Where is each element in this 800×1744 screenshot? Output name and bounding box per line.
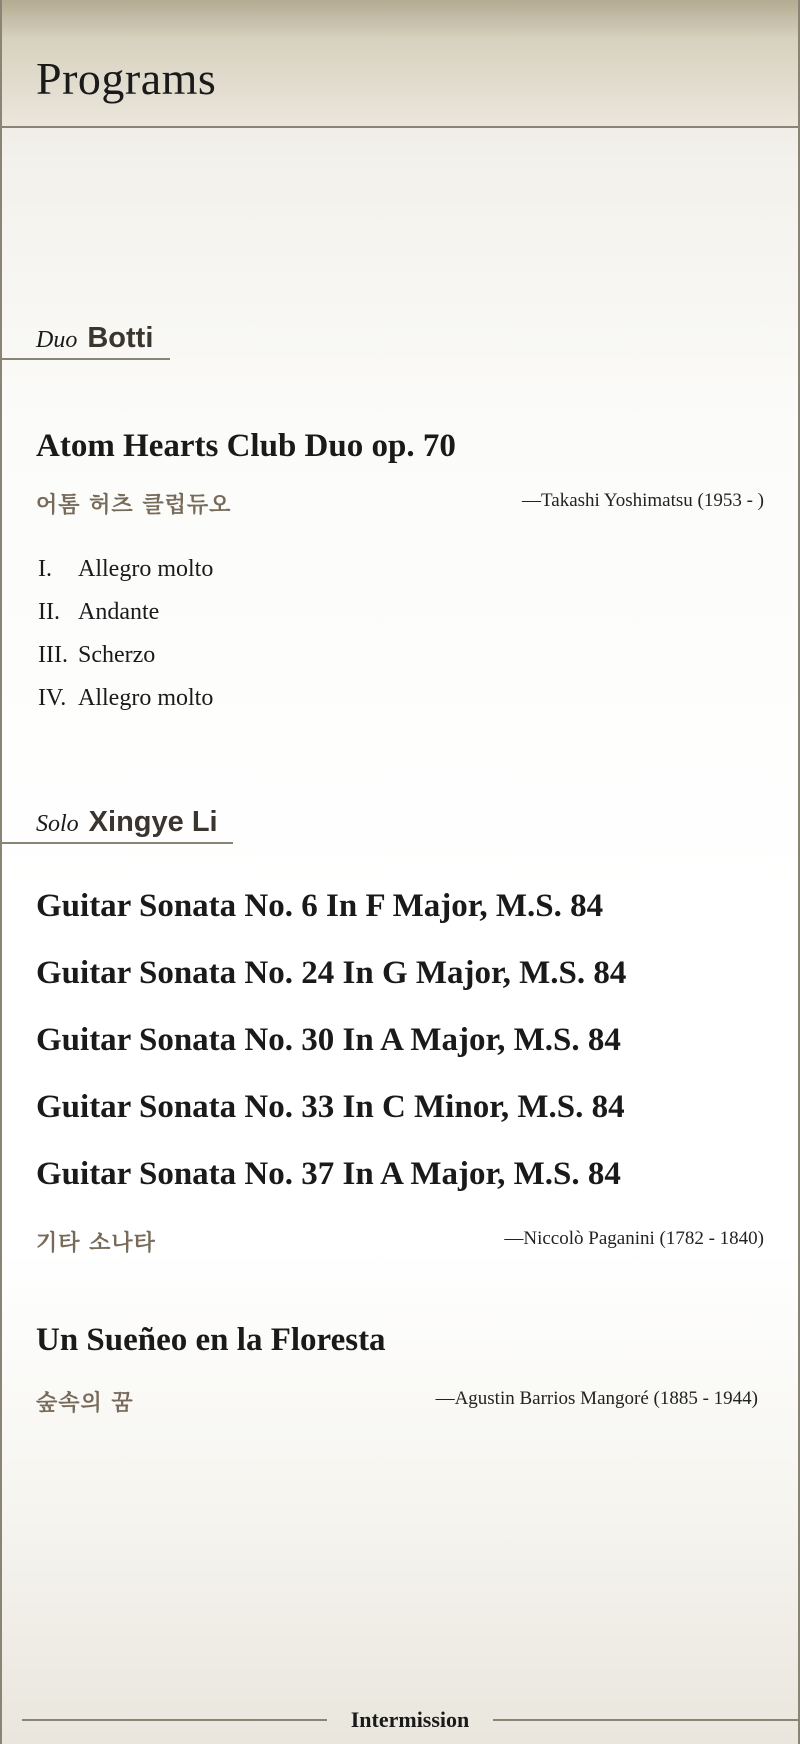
performer-name: Xingye Li bbox=[88, 806, 218, 838]
work-korean-title: 어톰 허츠 클럽듀오 bbox=[36, 493, 232, 518]
movement-item: I. Allegro molto bbox=[38, 556, 214, 582]
sonata-list bbox=[36, 888, 626, 1223]
sonata-title: Guitar Sonata No. 6 In F Major, M.S. 84 bbox=[36, 888, 604, 924]
performer-name: Botti bbox=[87, 322, 154, 354]
work-title: Un Sueñeo en la Floresta bbox=[36, 1322, 386, 1358]
movement-item: IV. Allegro molto bbox=[38, 685, 214, 711]
movement-item: II. Andante bbox=[38, 599, 160, 625]
page-title: Programs bbox=[36, 53, 217, 104]
work-composer: —Agustin Barrios Mangoré (1885 - 1944) bbox=[435, 1388, 758, 1409]
sonata-title: Guitar Sonata No. 30 In A Major, M.S. 84 bbox=[36, 1022, 621, 1058]
sonata-korean-title: 기타 소나타 bbox=[36, 1231, 156, 1256]
section-role: Duo bbox=[36, 327, 78, 353]
section-heading-solo bbox=[2, 806, 233, 844]
section-role: Solo bbox=[36, 811, 79, 837]
movement-item: III. Scherzo bbox=[38, 642, 156, 668]
divider-line bbox=[22, 1719, 327, 1721]
intermission-divider bbox=[2, 1705, 798, 1735]
sonata-composer: —Niccolò Paganini (1782 - 1840) bbox=[504, 1228, 764, 1249]
divider-line bbox=[493, 1719, 798, 1721]
sonata-title: Guitar Sonata No. 33 In C Minor, M.S. 84 bbox=[36, 1089, 625, 1125]
sonata-title: Guitar Sonata No. 24 In G Major, M.S. 84 bbox=[36, 955, 627, 991]
work-composer: —Takashi Yoshimatsu (1953 - ) bbox=[522, 490, 764, 511]
section-heading-duo bbox=[2, 322, 170, 360]
movement-list bbox=[38, 556, 213, 728]
work-title: Atom Hearts Club Duo op. 70 bbox=[36, 428, 456, 464]
work-korean-title: 숲속의 꿈 bbox=[36, 1391, 134, 1416]
sonata-title: Guitar Sonata No. 37 In A Major, M.S. 84 bbox=[36, 1156, 621, 1192]
intermission-label: Intermission bbox=[350, 1707, 470, 1732]
